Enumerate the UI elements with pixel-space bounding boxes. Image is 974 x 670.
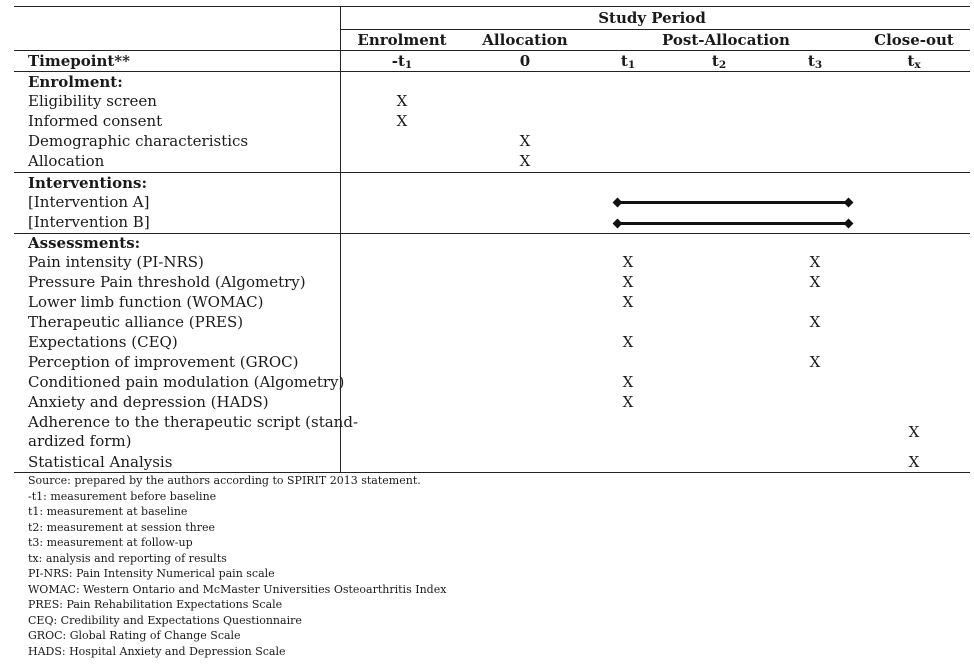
timepoint-0: 0 <box>519 52 531 70</box>
section-enrolment: Enrolment: <box>28 73 123 91</box>
mark-perception-t3: X <box>809 353 821 371</box>
mark-adherence-tx: X <box>908 423 920 441</box>
mark-lower-limb-t1: X <box>622 293 634 311</box>
footnote-t3: t3: measurement at follow-up <box>28 536 193 549</box>
rule-vertical <box>340 6 341 472</box>
timepoint-t2: $t_2$ <box>711 52 727 72</box>
footnote-minus-t1: -t1: measurement before baseline <box>28 489 217 503</box>
mark-consent-minus-t1: X <box>396 112 408 130</box>
row-eligibility-screen: Eligibility screen <box>28 92 157 110</box>
mark-pain-intensity-t1: X <box>622 253 634 271</box>
footnote-pres: PRES: Pain Rehabilitation Expectations Scale <box>28 598 283 611</box>
rule-before-assessments <box>14 233 970 234</box>
mark-demographic-0: X <box>519 132 531 150</box>
section-assessments: Assessments: <box>28 234 141 252</box>
mark-anxiety-t1: X <box>622 393 634 411</box>
section-interventions: Interventions: <box>28 174 147 192</box>
mark-pressure-pain-t3: X <box>809 273 821 291</box>
rule-under-study-period <box>340 29 970 30</box>
mark-pain-intensity-t3: X <box>809 253 821 271</box>
footnote-groc: GROC: Global Rating of Change Scale <box>28 629 241 642</box>
phase-post-allocation: Post-Allocation <box>662 31 790 49</box>
row-perception: Perception of improvement (GROC) <box>28 353 299 371</box>
timepoint-tx: $t_x$ <box>907 52 921 72</box>
rule-top <box>14 6 970 7</box>
row-conditioned-pain: Conditioned pain modulation (Algometry) <box>28 373 345 391</box>
footnote-source: Source: prepared by the authors according to SPIRIT 2013 statement. <box>28 474 421 487</box>
row-adherence-line1: Adherence to the therapeutic script (stand- <box>28 413 359 431</box>
footnote-t1: t1: measurement at baseline <box>28 505 188 518</box>
row-demographic: Demographic characteristics <box>28 132 249 150</box>
footnote-tx: tx: analysis and reporting of results <box>28 551 227 565</box>
study-period-header: Study Period <box>598 9 706 27</box>
footnote-t2: t2: measurement at session three <box>28 520 215 534</box>
footnote-pi-nrs: PI-NRS: Pain Intensity Numerical pain scale <box>28 567 275 580</box>
mark-therapeutic-alliance-t3: X <box>809 313 821 331</box>
row-anxiety: Anxiety and depression (HADS) <box>28 393 269 411</box>
mark-statistical-tx: X <box>908 453 920 471</box>
footnote-womac: WOMAC: Western Ontario and McMaster Universities Osteoarthritis Index <box>28 582 447 596</box>
row-intervention-a: [Intervention A] <box>28 193 150 211</box>
timepoint-t1: $t_1$ <box>620 52 636 72</box>
mark-eligibility-minus-t1: X <box>396 92 408 110</box>
row-expectations: Expectations (CEQ) <box>28 333 178 351</box>
mark-conditioned-pain-t1: X <box>622 373 634 391</box>
mark-allocation-0: X <box>519 152 531 170</box>
row-pain-intensity: Pain intensity (PI-NRS) <box>28 253 204 271</box>
phase-close-out: Close-out <box>874 31 954 49</box>
phase-enrolment: Enrolment <box>357 31 447 49</box>
timepoint-minus-t1: $-t_1$ <box>391 52 413 72</box>
row-adherence-line2: ardized form) <box>28 432 132 450</box>
footnote-hads: HADS: Hospital Anxiety and Depression Scale <box>28 644 286 658</box>
row-therapeutic-alliance: Therapeutic alliance (PRES) <box>28 313 244 331</box>
phase-allocation: Allocation <box>482 31 568 49</box>
timepoint-t3: $t_3$ <box>807 52 823 72</box>
row-informed-consent: Informed consent <box>28 112 163 130</box>
row-allocation: Allocation <box>28 152 105 170</box>
mark-pressure-pain-t1: X <box>622 273 634 291</box>
mark-expectations-t1: X <box>622 333 634 351</box>
row-lower-limb: Lower limb function (WOMAC) <box>28 293 264 311</box>
footnote-ceq: CEQ: Credibility and Expectations Questionnaire <box>28 613 302 627</box>
timepoint-label: Timepoint** <box>28 52 130 70</box>
row-intervention-b: [Intervention B] <box>28 213 150 231</box>
rule-under-timepoints <box>14 71 970 72</box>
rule-before-interventions <box>14 172 970 173</box>
row-pressure-pain: Pressure Pain threshold (Algometry) <box>28 273 306 291</box>
row-statistical: Statistical Analysis <box>28 453 173 471</box>
rule-under-phases <box>14 50 970 51</box>
